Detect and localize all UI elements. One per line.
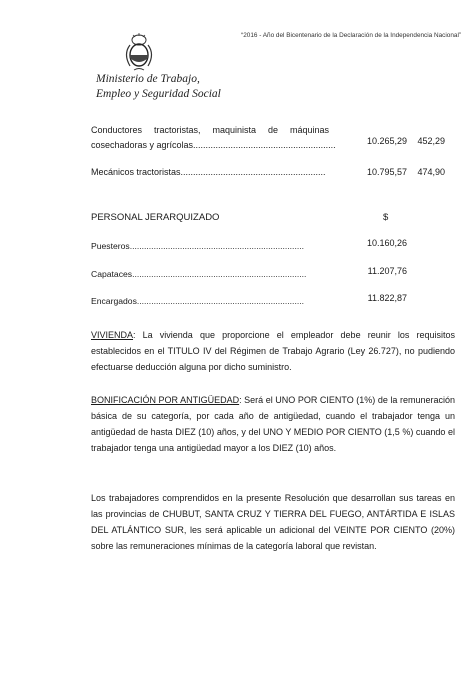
header-motto: “2016 - Año del Bicentenario de la Declaración de la Independencia Nacional” (241, 32, 461, 39)
row-value: 11.822,87 (367, 293, 407, 303)
row-label-line-1: Conductores tractoristas, maquinista de máquinas (91, 125, 329, 135)
salary-row-encargados (91, 293, 407, 307)
antiguedad-heading: BONIFICACIÓN POR ANTIGÜEDAD (91, 395, 240, 405)
ministry-logo-text (96, 72, 236, 102)
salary-row-capataces (91, 266, 407, 280)
salary-row-puesteros (91, 238, 407, 252)
daily-value: 474,90 (417, 167, 445, 177)
vivienda-heading: VIVIENDA (91, 330, 134, 340)
zona-austral-paragraph: Los trabajadores comprendidos en la presente Resolución que desarrollan sus tareas en las provincias de CHUBUT, SANTA CRUZ Y TIERRA DEL FUEGO, ANTÁRTIDA E ISLAS DEL ATLÁNTICO SUR, les será aplicable un adicional del VEINTE POR CIENTO (20%) sobre las remuneraciones mínimas de la categoría laboral que revistan. (91, 493, 455, 551)
row-label: Encargados...................................................................... (91, 296, 304, 306)
section-title: PERSONAL JERARQUIZADO (91, 212, 220, 223)
row-label: Capataces......................................................................... (91, 269, 307, 279)
row-value: 11.207,76 (367, 266, 407, 276)
ministry-line-1: Ministerio de Trabajo, (96, 73, 200, 85)
antiguedad-body: : Será el UNO POR CIENTO (1%) de la remuneración básica de su categoría, por cada año de antigüedad, cuando el trabajador tenga un antigüedad de hasta DIEZ (10) años, y del UNO Y MEDIO POR CIENTO (1,5 %) cuando el trabajador tenga una antigüedad mayor a los DIEZ (10) años. (91, 395, 455, 453)
row-value: 10.160,26 (366, 238, 407, 248)
currency-symbol: $ (383, 212, 389, 223)
vivienda-paragraph (91, 327, 455, 375)
row-label: Mecánicos tractoristas.......................................................... (91, 167, 326, 177)
monthly-value: 10.265,29 (366, 136, 407, 146)
daily-value: 452,29 (417, 136, 445, 146)
row-label: Puesteros......................................................................... (91, 241, 304, 251)
monthly-value: 10.795,57 (366, 167, 407, 177)
antiguedad-paragraph (91, 392, 455, 456)
ministry-line-2: Empleo y Seguridad Social (96, 88, 221, 100)
row-label-line-2: cosechadoras y agrícolas......................................................... (91, 140, 336, 150)
vivienda-body: : La vivienda que proporcione el empleador debe reunir los requisitos establecidos en el TITULO IV del Régimen de Trabajo Agrario (Ley 26.727), no pudiendo efectuarse deducción alguna por dicho suministro. (91, 330, 455, 372)
coat-of-arms-icon (120, 32, 158, 72)
